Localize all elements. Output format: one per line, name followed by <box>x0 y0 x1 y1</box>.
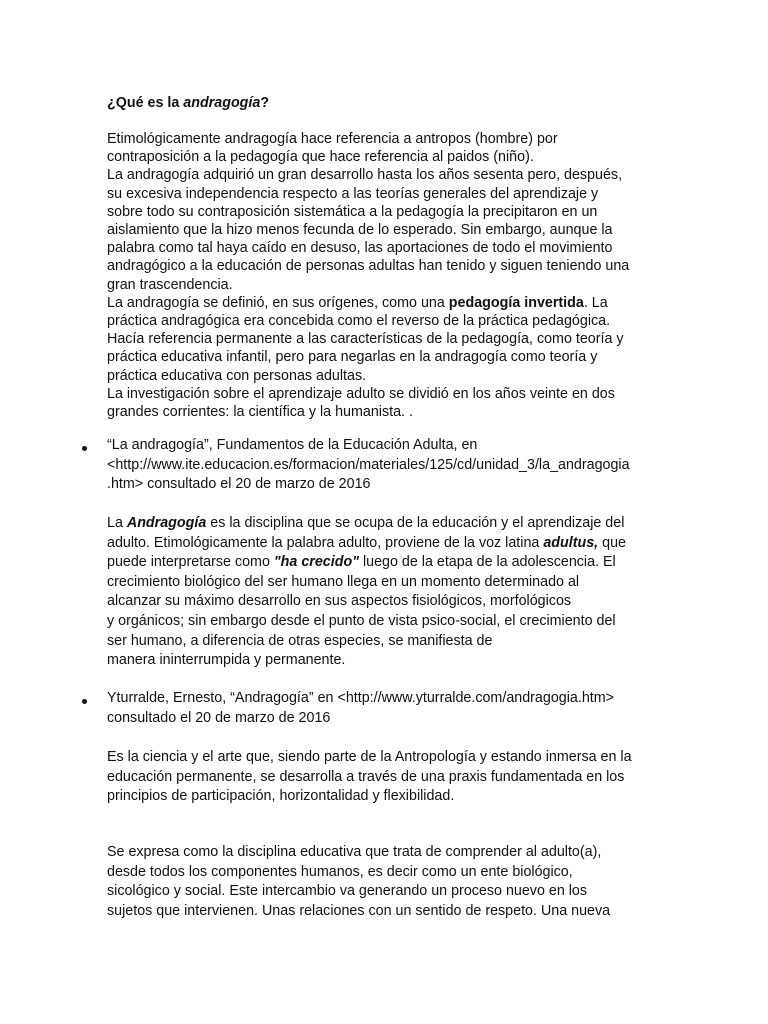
title-suffix: ? <box>260 95 270 111</box>
text-line: crecimiento biológico del ser humano llega en un momento determinado al <box>107 573 580 590</box>
text-line: grandes corrientes: la científica y la humanista. . <box>107 404 413 421</box>
text-run: puede interpretarse como <box>107 554 274 571</box>
bullet-icon <box>81 693 89 709</box>
text-line: andragógico a la educación de personas adultas han tenido y siguen teniendo una <box>107 258 630 275</box>
definition-paragraph <box>107 514 667 671</box>
reference-line: Yturralde, Ernesto, “Andragogía” en <http://www.yturralde.com/andragogia.htm> <box>107 690 615 706</box>
text-line: y orgánicos; sin embargo desde el punto de vista psico-social, el crecimiento del <box>107 612 616 629</box>
text-run: es la disciplina que se ocupa de la educación y el aprendizaje del <box>206 515 625 531</box>
intro-paragraph <box>107 130 667 421</box>
text-line: sobre todo su contraposición sistemática a la pedagogía la precipitaron en un <box>107 203 598 220</box>
reference-2 <box>107 689 667 728</box>
text-line: Hacía referencia permanente a las características de la pedagogía, como teoría y <box>107 331 624 348</box>
inverted-after: . La <box>583 294 608 311</box>
title-prefix: ¿Qué es la <box>107 95 184 111</box>
text-line: La investigación sobre el aprendizaje adulto se dividió en los años veinte en dos <box>107 385 615 402</box>
text-line: sicológico y social. Este intercambio va generando un proceso nuevo en los <box>107 883 588 900</box>
reference-line: “La andragogía”, Fundamentos de la Educación Adulta, en <box>107 437 478 453</box>
title-emphasis: andragogía <box>183 95 261 111</box>
ciencia-paragraph <box>107 748 667 807</box>
text-line <box>107 553 667 573</box>
text-line: práctica andragógica era concebida como el reverso de la práctica pedagógica. <box>107 313 611 330</box>
text-line: práctica educativa infantil, pero para negarlas en la andragogía como teoría y <box>107 349 598 366</box>
text-line: desde todos los componentes humanos, es decir como un ente biológico, <box>107 863 573 880</box>
text-line: educación permanente, se desarrolla a través de una praxis fundamentada en los <box>107 768 625 785</box>
text-line: contraposición a la pedagogía que hace referencia al paidos (niño). <box>107 149 534 166</box>
text-line: Se expresa como la disciplina educativa que trata de comprender al adulto(a), <box>107 844 602 860</box>
text-line: sujetos que intervienen. Unas relaciones con un sentido de respeto. Una nueva <box>107 902 611 919</box>
text-line: palabra como tal haya caído en desuso, las aportaciones de todo el movimiento <box>107 240 613 257</box>
text-run: adulto. Etimológicamente la palabra adulto, proviene de la voz latina <box>107 534 544 551</box>
inverted-before: La andragogía se definió, en sus orígenes, como una <box>107 294 449 311</box>
text-line: ser humano, a diferencia de otras especies, se manifiesta de <box>107 632 493 649</box>
inverted-bold: pedagogía invertida <box>448 294 584 311</box>
term-adultus: adultus, <box>543 534 599 551</box>
text-line <box>107 514 667 534</box>
reference-line: <http://www.ite.educacion.es/formacion/materiales/125/cd/unidad_3/la_andragogia <box>107 456 630 473</box>
text-line <box>107 294 667 312</box>
text-line: su excesiva independencia respecto a las teorías generales del aprendizaje y <box>107 185 599 202</box>
text-run: La <box>107 515 127 531</box>
text-line: La andragogía adquirió un gran desarrollo hasta los años sesenta pero, después, <box>107 167 623 184</box>
expresa-paragraph <box>107 843 667 921</box>
reference-line: consultado el 20 de marzo de 2016 <box>107 709 331 726</box>
bullet-icon <box>81 440 89 456</box>
reference-line: .htm> consultado el 20 de marzo de 2016 <box>107 476 371 493</box>
text-line: Etimológicamente andragogía hace referencia a antropos (hombre) por <box>107 131 558 147</box>
term-ha-crecido: "ha crecido" <box>273 554 359 571</box>
page-title <box>107 94 269 112</box>
text-run: que <box>598 534 626 551</box>
text-line: Es la ciencia y el arte que, siendo parte de la Antropología y estando inmersa en la <box>107 749 632 765</box>
text-line: aislamiento que la hizo menos fecunda de lo esperado. Sin embargo, aunque la <box>107 222 613 239</box>
text-line <box>107 534 667 554</box>
text-line: principios de participación, horizontalidad y flexibilidad. <box>107 788 455 805</box>
text-line: gran trascendencia. <box>107 276 233 293</box>
text-line: manera ininterrumpida y permanente. <box>107 652 346 669</box>
term-andragogia: Andragogía <box>126 515 207 531</box>
text-line: práctica educativa con personas adultas. <box>107 367 367 384</box>
text-line: alcanzar su máximo desarrollo en sus aspectos fisiológicos, morfológicos <box>107 593 572 610</box>
reference-1 <box>107 436 667 495</box>
text-run: luego de la etapa de la adolescencia. El <box>358 554 616 571</box>
